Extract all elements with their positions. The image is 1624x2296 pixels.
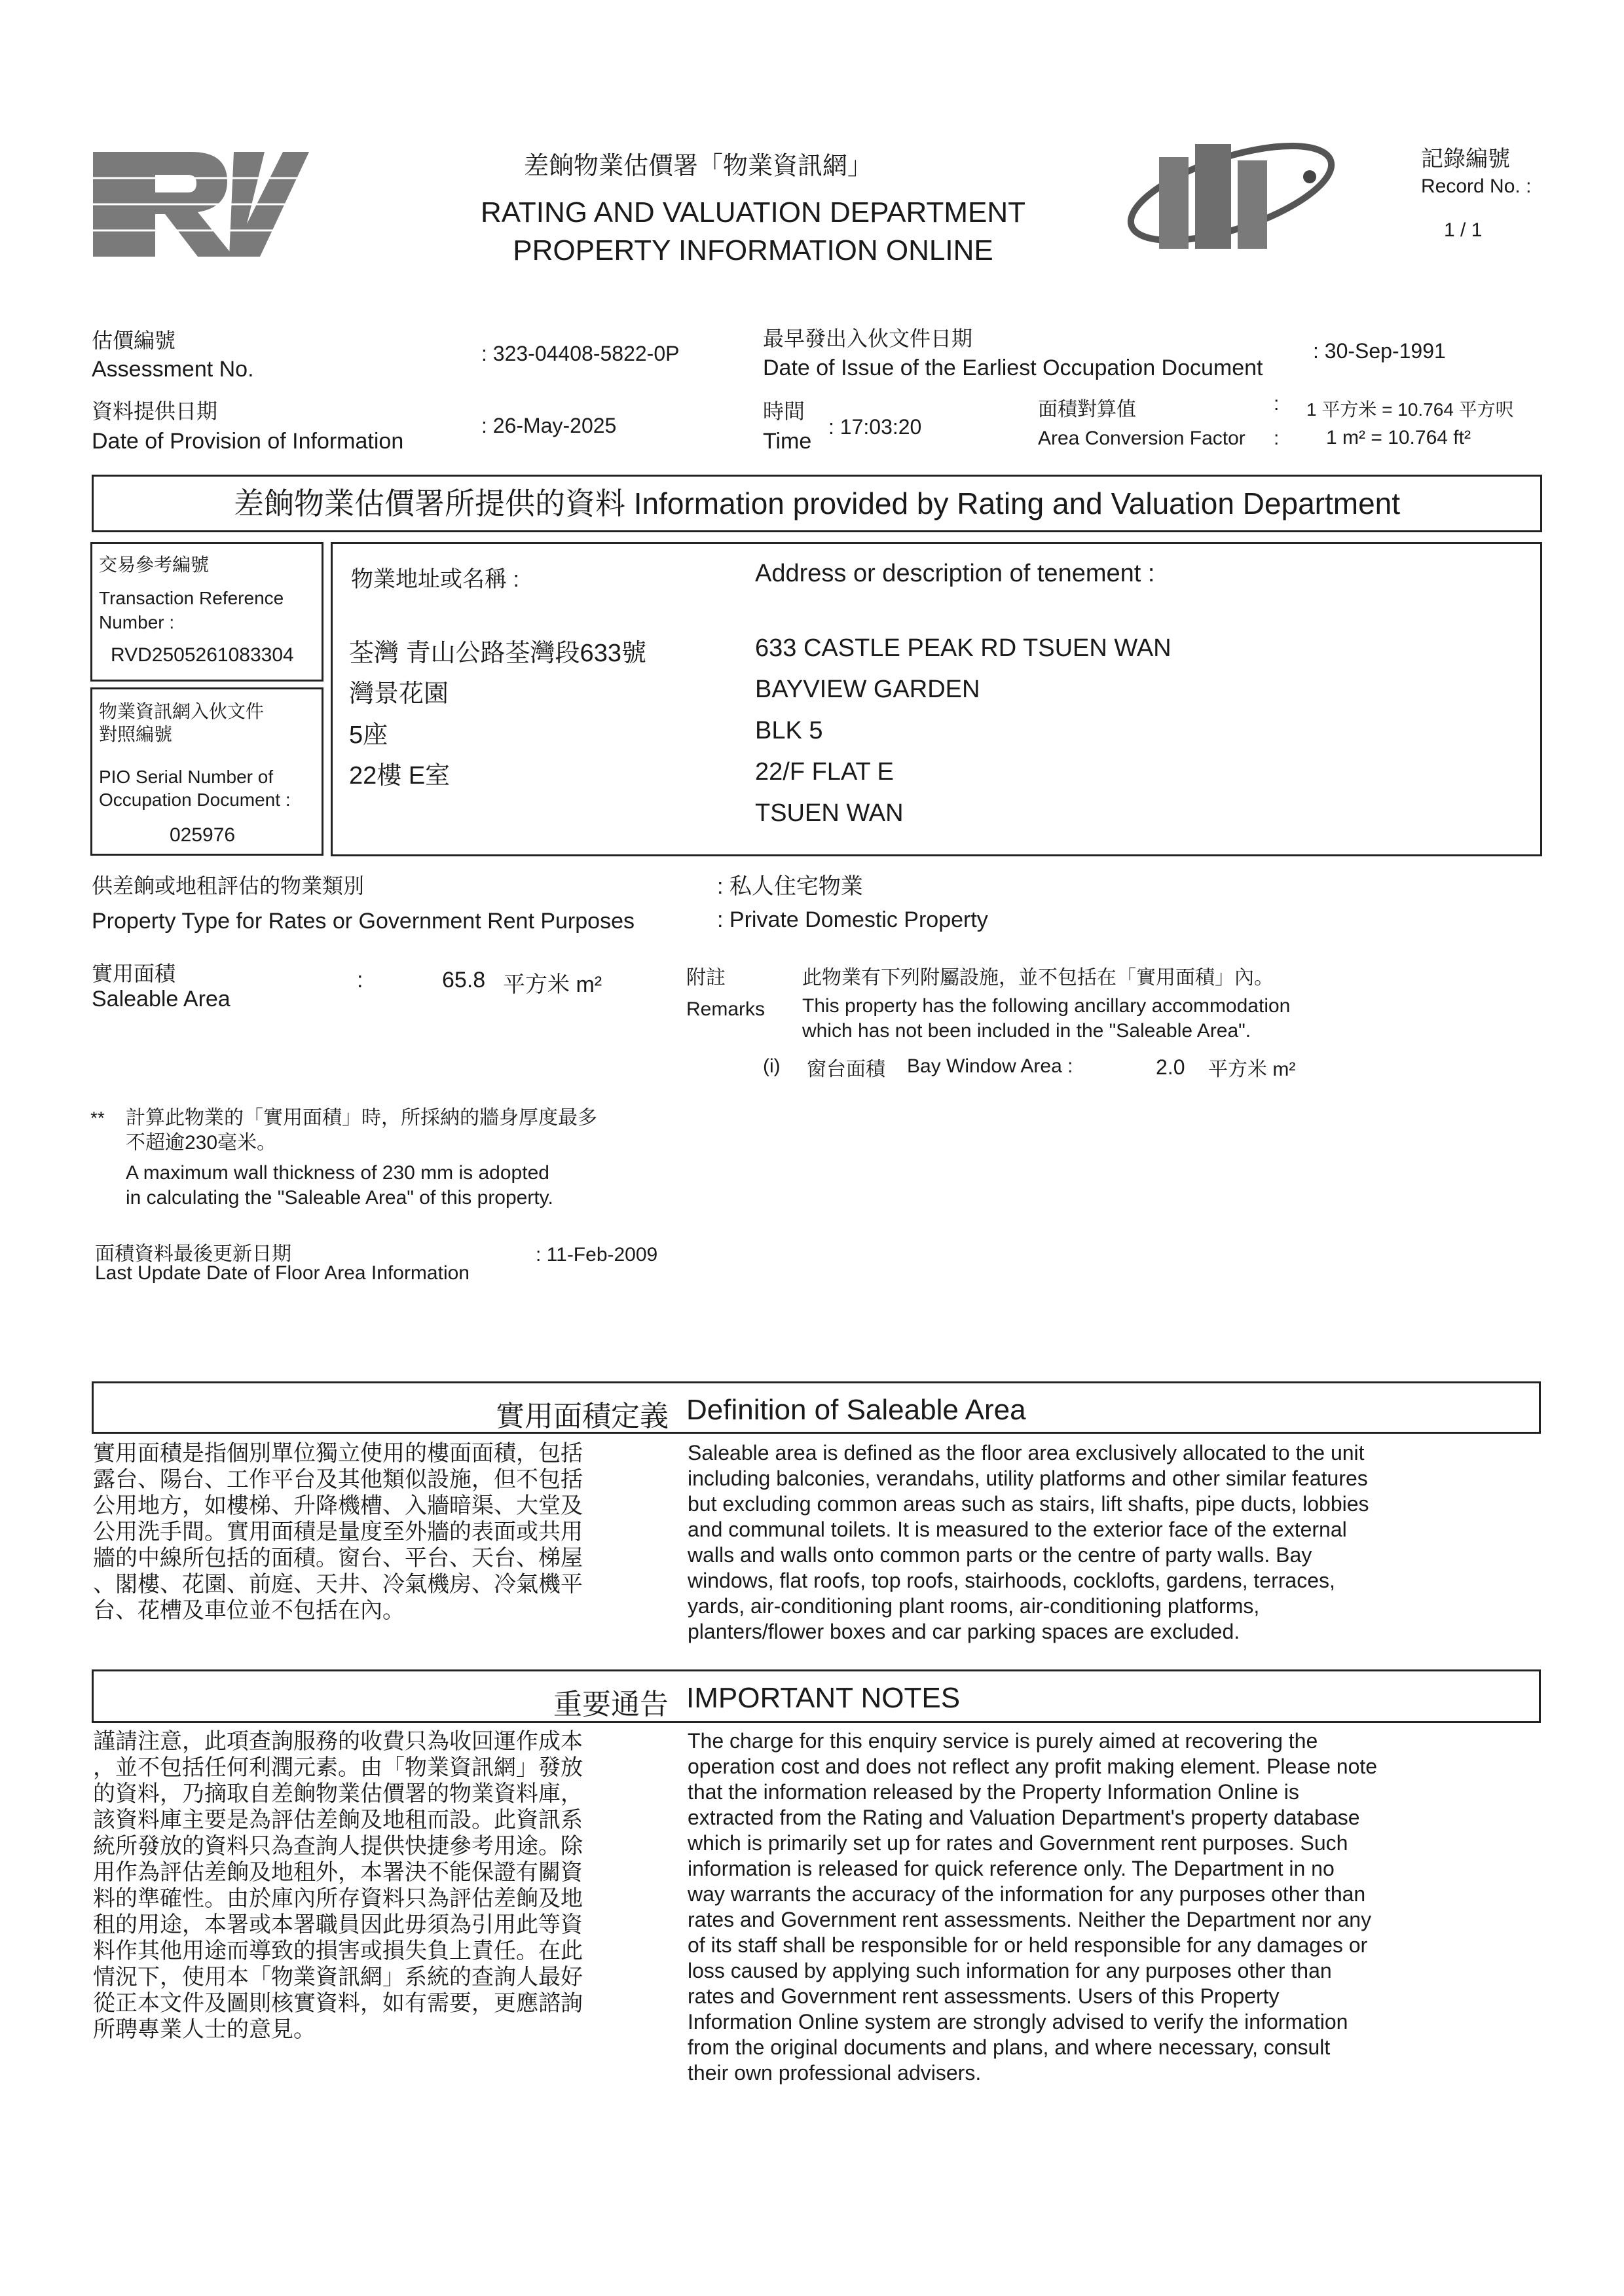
- address-line-cn-3: 5座: [349, 721, 388, 749]
- definition-en-line: walls and walls onto common parts or the centre of party walls. Bay: [688, 1543, 1312, 1567]
- wall-note-en-1: A maximum wall thickness of 230 mm is adopted: [126, 1162, 549, 1184]
- title-en-1: RATING AND VALUATION DEPARTMENT: [480, 196, 1026, 228]
- transaction-value: RVD2505261083304: [111, 644, 294, 666]
- notes-en-line: extracted from the Rating and Valuation Department's property database: [688, 1806, 1360, 1829]
- notes-en-line: of its staff shall be responsible for or held responsible for any damages or: [688, 1933, 1368, 1957]
- definition-cn-line: 台、花槽及車位並不包括在內。: [93, 1598, 405, 1623]
- notes-cn-line: ，並不包括任何利潤元素。由「物業資訊網」發放: [93, 1755, 583, 1780]
- time-label-cn: 時間: [763, 399, 805, 423]
- occupation-label-cn: 最早發出入伙文件日期: [763, 327, 973, 350]
- important-notes-header: [92, 1669, 1541, 1723]
- address-line-en-1: 633 CASTLE PEAK RD TSUEN WAN: [755, 634, 1172, 662]
- pio-label-en-1: PIO Serial Number of: [99, 767, 274, 787]
- notes-en-line: Information Online system are strongly advised to verify the information: [688, 2010, 1348, 2033]
- property-info-online-logo: [1120, 131, 1336, 255]
- notes-en-line: The charge for this enquiry service is purely aimed at recovering the: [688, 1729, 1318, 1753]
- remarks-text-cn: 此物業有下列附屬設施，並不包括在「實用面積」內。: [802, 967, 1274, 989]
- address-line-en-3: BLK 5: [755, 717, 823, 744]
- time-label-en: Time: [763, 429, 812, 454]
- last-update-label-en: Last Update Date of Floor Area Information: [95, 1262, 470, 1284]
- record-label-en: Record No. :: [1421, 175, 1532, 197]
- conversion-value-en: 1 m² = 10.764 ft²: [1326, 427, 1471, 448]
- occupation-value: : 30-Sep-1991: [1313, 339, 1446, 363]
- notes-cn-line: 該資料庫主要是為評估差餉及地租而設。此資訊系: [93, 1808, 583, 1832]
- saleable-colon: :: [357, 968, 363, 993]
- transaction-label-en-2: Number :: [99, 612, 175, 632]
- address-line-en-4: 22/F FLAT E: [755, 758, 894, 786]
- transaction-label-en-1: Transaction Reference: [99, 588, 284, 608]
- notes-en-line: that the information released by the Property Information Online is: [688, 1780, 1299, 1804]
- wall-note-cn-2: 不超逾230毫米。: [126, 1132, 277, 1154]
- notes-en-line: loss caused by applying such information for any purposes other than: [688, 1959, 1332, 1982]
- definition-title-cn: 實用面積定義: [496, 1400, 669, 1432]
- notes-en-line: their own professional advisers.: [688, 2061, 982, 2085]
- pio-value: 025976: [170, 824, 236, 846]
- address-line-cn-1: 荃灣 青山公路荃灣段633號: [349, 640, 646, 667]
- remarks-item-unit: 平方米 m²: [1208, 1059, 1296, 1080]
- definition-en-line: windows, flat roofs, top roofs, stairhoods, cocklofts, gardens, terraces,: [688, 1569, 1335, 1592]
- saleable-label-en: Saleable Area: [92, 987, 231, 1011]
- remarks-item-value: 2.0: [1156, 1055, 1185, 1079]
- rv-logo: [93, 152, 309, 257]
- pio-label-en-2: Occupation Document :: [99, 790, 291, 810]
- time-value: : 17:03:20: [828, 415, 922, 439]
- property-type-value-cn: : 私人住宅物業: [717, 874, 863, 899]
- wall-note-en-2: in calculating the "Saleable Area" of this property.: [126, 1187, 553, 1209]
- notes-body-en: [688, 1728, 1542, 2086]
- address-box: [331, 542, 1542, 856]
- definition-en-line: but excluding common areas such as stairs, lift shafts, pipe ducts, lobbies: [688, 1492, 1369, 1516]
- conversion-label-cn: 面積對算值: [1038, 399, 1136, 420]
- notes-cn-line: 料的準確性。由於庫內所存資料只為評估差餉及地: [93, 1886, 583, 1911]
- remarks-item-cn: 窗台面積: [807, 1059, 885, 1080]
- saleable-label-cn: 實用面積: [92, 962, 176, 985]
- notes-en-line: operation cost and does not reflect any profit making element. Please note: [688, 1755, 1378, 1778]
- address-line-en-2: BAYVIEW GARDEN: [755, 676, 980, 703]
- notes-title-en: IMPORTANT NOTES: [686, 1682, 961, 1714]
- definition-cn-line: 、閣樓、花園、前庭、天井、冷氣機房、冷氣機平: [93, 1572, 583, 1597]
- pio-label-cn-2: 對照編號: [99, 724, 173, 744]
- property-type-label-en: Property Type for Rates or Government Rent Purposes: [92, 909, 635, 934]
- address-label-en: Address or description of tenement :: [755, 560, 1155, 587]
- transaction-label-cn: 交易參考編號: [99, 555, 210, 575]
- title-cn: 差餉物業估價署「物業資訊網」: [524, 153, 873, 180]
- last-update-value: : 11-Feb-2009: [536, 1244, 658, 1266]
- transaction-box: [90, 542, 323, 682]
- notes-cn-line: 統所發放的資料只為查詢人提供快捷參考用途。除: [93, 1834, 583, 1859]
- notes-en-line: from the original documents and plans, and where necessary, consult: [688, 2035, 1331, 2059]
- occupation-label-en: Date of Issue of the Earliest Occupation Document: [763, 355, 1263, 380]
- address-line-cn-4: 22樓 E室: [349, 762, 451, 790]
- definition-cn-line: 牆的中線所包括的面積。窗台、平台、天台、梯屋: [93, 1546, 583, 1571]
- conversion-colon-1: :: [1274, 393, 1280, 414]
- definition-cn-line: 公用地方，如樓梯、升降機槽、入牆暗渠、大堂及: [93, 1493, 583, 1518]
- definition-en-line: yards, air-conditioning plant rooms, air-conditioning platforms,: [688, 1594, 1260, 1618]
- wall-note-marker: **: [90, 1108, 105, 1128]
- conversion-value-cn: 1 平方米 = 10.764 平方呎: [1306, 399, 1514, 420]
- notes-cn-line: 用作為評估差餉及地租外，本署決不能保證有關資: [93, 1860, 583, 1885]
- assessment-value: : 323-04408-5822-0P: [481, 342, 680, 365]
- pio-serial-box: [90, 687, 323, 856]
- notes-cn-line: 從正本文件及圖則核實資料，如有需要，更應諮詢: [93, 1991, 583, 2016]
- definition-cn-line: 露台、陽台、工作平台及其他類似設施，但不包括: [93, 1467, 583, 1492]
- info-section-title: 差餉物業估價署所提供的資料 Information provided by Rating and Valuation Department: [233, 486, 1401, 520]
- definition-body-en: [688, 1440, 1542, 1645]
- notes-cn-line: 所聘專業人士的意見。: [93, 2017, 316, 2042]
- record-value: 1 / 1: [1444, 219, 1483, 241]
- remarks-item-number: (i): [763, 1055, 781, 1077]
- remarks-label-cn: 附註: [686, 967, 726, 989]
- definition-en-line: and communal toilets. It is measured to the exterior face of the external: [688, 1518, 1347, 1541]
- assessment-label-en: Assessment No.: [92, 357, 254, 382]
- notes-en-line: rates and Government rent assessments. Users of this Property: [688, 1984, 1280, 2008]
- last-update-label-cn: 面積資料最後更新日期: [95, 1243, 291, 1265]
- notes-cn-line: 謹請注意，此項查詢服務的收費只為收回運作成本: [93, 1729, 583, 1754]
- saleable-value: 65.8: [442, 968, 486, 993]
- remarks-item-en: Bay Window Area :: [907, 1055, 1073, 1077]
- definition-cn-line: 公用洗手間。實用面積是量度至外牆的表面或共用: [93, 1520, 583, 1544]
- definition-en-line: Saleable area is defined as the floor area exclusively allocated to the unit: [688, 1441, 1365, 1465]
- record-label-cn: 記錄編號: [1421, 147, 1510, 172]
- provision-value: : 26-May-2025: [481, 414, 617, 437]
- assessment-label-cn: 估價編號: [92, 329, 176, 352]
- notes-cn-line: 情況下，使用本「物業資訊網」系統的查詢人最好: [93, 1965, 583, 1990]
- definition-en-line: planters/flower boxes and car parking spaces are excluded.: [688, 1620, 1240, 1643]
- notes-en-line: way warrants the accuracy of the information for any purposes other than: [688, 1882, 1366, 1906]
- remarks-text-en-1: This property has the following ancillary accommodation: [802, 995, 1291, 1017]
- definition-en-line: including balconies, verandahs, utility platforms and other similar features: [688, 1467, 1368, 1490]
- provision-label-cn: 資料提供日期: [92, 399, 218, 423]
- notes-body-cn: [93, 1728, 663, 2043]
- notes-en-line: rates and Government rent assessments. Neither the Department nor any: [688, 1908, 1372, 1931]
- conversion-label-en: Area Conversion Factor: [1038, 428, 1246, 449]
- notes-cn-line: 料作其他用途而導致的損害或損失負上責任。在此: [93, 1939, 583, 1963]
- saleable-unit: 平方米 m²: [503, 972, 602, 997]
- property-type-value-en: : Private Domestic Property: [717, 907, 988, 932]
- address-line-cn-2: 灣景花園: [349, 680, 449, 708]
- wall-note-cn-1: 計算此物業的「實用面積」時，所採納的牆身厚度最多: [126, 1107, 597, 1129]
- provision-label-en: Date of Provision of Information: [92, 429, 404, 454]
- definition-header: [92, 1381, 1541, 1434]
- conversion-colon-2: :: [1274, 428, 1280, 449]
- notes-cn-line: 的資料，乃摘取自差餉物業估價署的物業資料庫，: [93, 1781, 583, 1806]
- pio-label-cn-1: 物業資訊網入伙文件: [99, 701, 265, 721]
- address-line-en-5: TSUEN WAN: [755, 799, 904, 827]
- address-label-cn: 物業地址或名稱 :: [351, 567, 519, 592]
- notes-title-cn: 重要通告: [553, 1688, 669, 1721]
- notes-cn-line: 租的用途，本署或本署職員因此毋須為引用此等資: [93, 1912, 583, 1937]
- notes-en-line: information is released for quick reference only. The Department in no: [688, 1857, 1335, 1880]
- property-type-label-cn: 供差餉或地租評估的物業類別: [92, 874, 365, 898]
- definition-title-en: Definition of Saleable Area: [686, 1394, 1026, 1426]
- notes-en-line: which is primarily set up for rates and Government rent purposes. Such: [688, 1831, 1348, 1855]
- remarks-label-en: Remarks: [686, 998, 766, 1020]
- definition-body-cn: [93, 1440, 663, 1624]
- definition-cn-line: 實用面積是指個別單位獨立使用的樓面面積，包括: [93, 1441, 583, 1466]
- title-en-2: PROPERTY INFORMATION ONLINE: [513, 234, 993, 266]
- remarks-text-en-2: which has not been included in the "Saleable Area".: [802, 1020, 1251, 1042]
- info-section-header: [92, 475, 1542, 532]
